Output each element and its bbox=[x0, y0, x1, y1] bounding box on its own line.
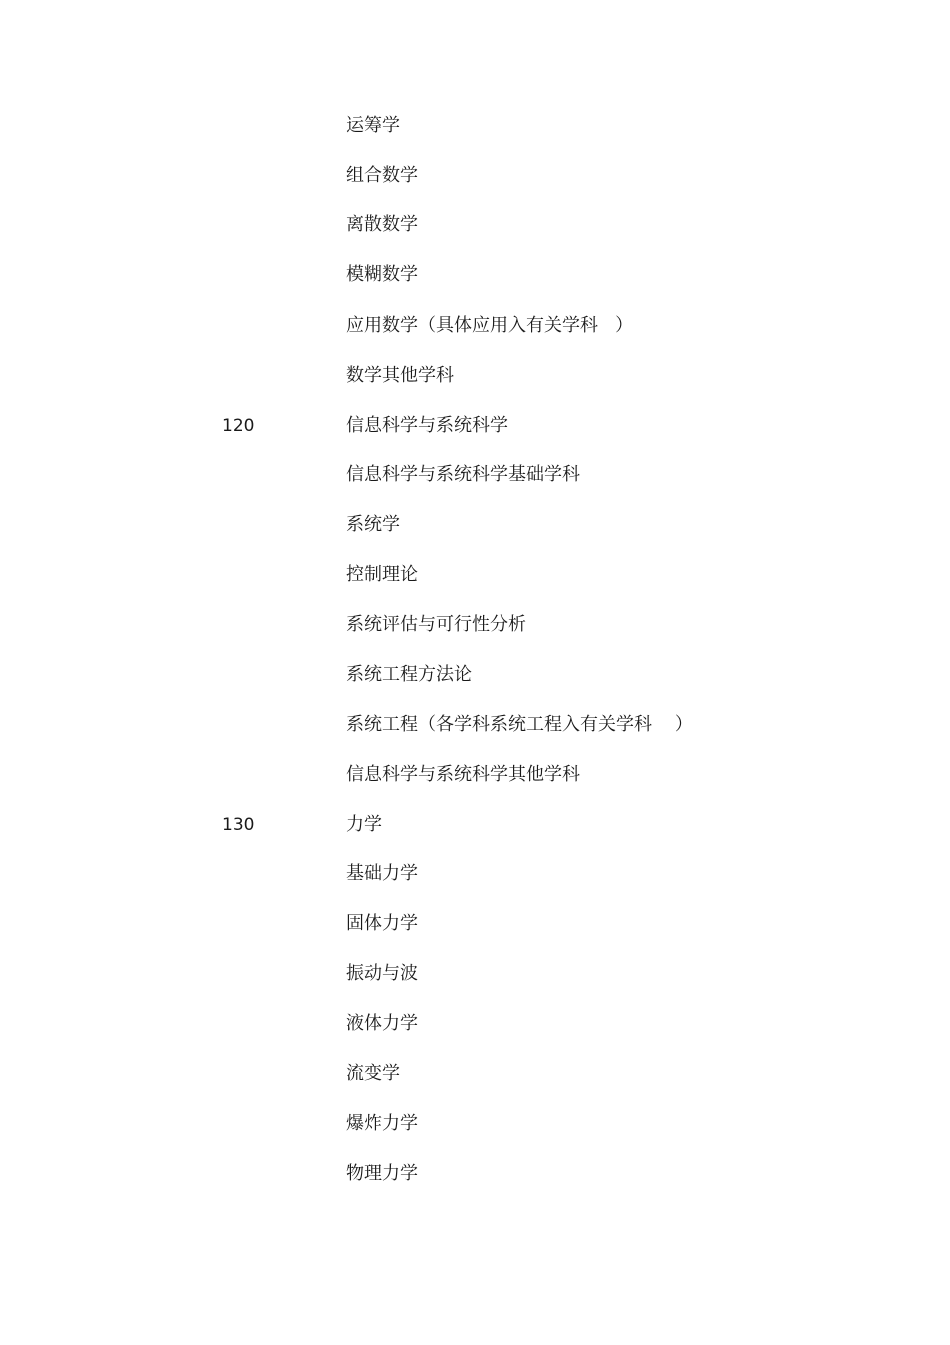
list-item bbox=[0, 513, 950, 537]
discipline-name: 系统工程（各学科系统工程入有关学科 ） bbox=[346, 714, 693, 735]
discipline-name: 物理力学 bbox=[346, 1163, 418, 1184]
list-item bbox=[0, 663, 950, 687]
discipline-name: 力学 bbox=[346, 814, 382, 835]
list-item bbox=[0, 1112, 950, 1136]
discipline-name: 系统评估与可行性分析 bbox=[346, 614, 526, 635]
list-item bbox=[0, 314, 950, 338]
list-item bbox=[0, 1062, 950, 1086]
list-item bbox=[0, 713, 950, 737]
discipline-name: 系统学 bbox=[346, 514, 400, 535]
list-item bbox=[0, 463, 950, 487]
discipline-name: 离散数学 bbox=[346, 214, 418, 235]
list-item bbox=[0, 414, 950, 438]
discipline-name: 基础力学 bbox=[346, 863, 418, 884]
discipline-name: 信息科学与系统科学基础学科 bbox=[346, 464, 580, 485]
discipline-name: 振动与波 bbox=[346, 963, 418, 984]
list-item bbox=[0, 613, 950, 637]
list-item bbox=[0, 263, 950, 287]
discipline-name: 模糊数学 bbox=[346, 264, 418, 285]
list-item bbox=[0, 912, 950, 936]
discipline-name: 运筹学 bbox=[346, 115, 400, 136]
discipline-name: 应用数学（具体应用入有关学科 ） bbox=[346, 315, 634, 336]
discipline-name: 数学其他学科 bbox=[346, 365, 454, 386]
discipline-name: 液体力学 bbox=[346, 1013, 418, 1034]
list-item bbox=[0, 962, 950, 986]
discipline-code: 120 bbox=[222, 416, 255, 436]
discipline-name: 系统工程方法论 bbox=[346, 664, 472, 685]
list-item bbox=[0, 164, 950, 188]
discipline-name: 爆炸力学 bbox=[346, 1113, 418, 1134]
list-item bbox=[0, 763, 950, 787]
list-item bbox=[0, 364, 950, 388]
list-item bbox=[0, 862, 950, 886]
list-item bbox=[0, 114, 950, 138]
list-item bbox=[0, 813, 950, 837]
discipline-name: 流变学 bbox=[346, 1063, 400, 1084]
discipline-name: 信息科学与系统科学 bbox=[346, 415, 508, 436]
discipline-name: 控制理论 bbox=[346, 564, 418, 585]
list-item bbox=[0, 1012, 950, 1036]
list-item bbox=[0, 1162, 950, 1186]
list-item bbox=[0, 563, 950, 587]
discipline-code: 130 bbox=[222, 815, 255, 835]
discipline-name: 信息科学与系统科学其他学科 bbox=[346, 764, 580, 785]
list-item bbox=[0, 213, 950, 237]
discipline-name: 组合数学 bbox=[346, 165, 418, 186]
discipline-name: 固体力学 bbox=[346, 913, 418, 934]
